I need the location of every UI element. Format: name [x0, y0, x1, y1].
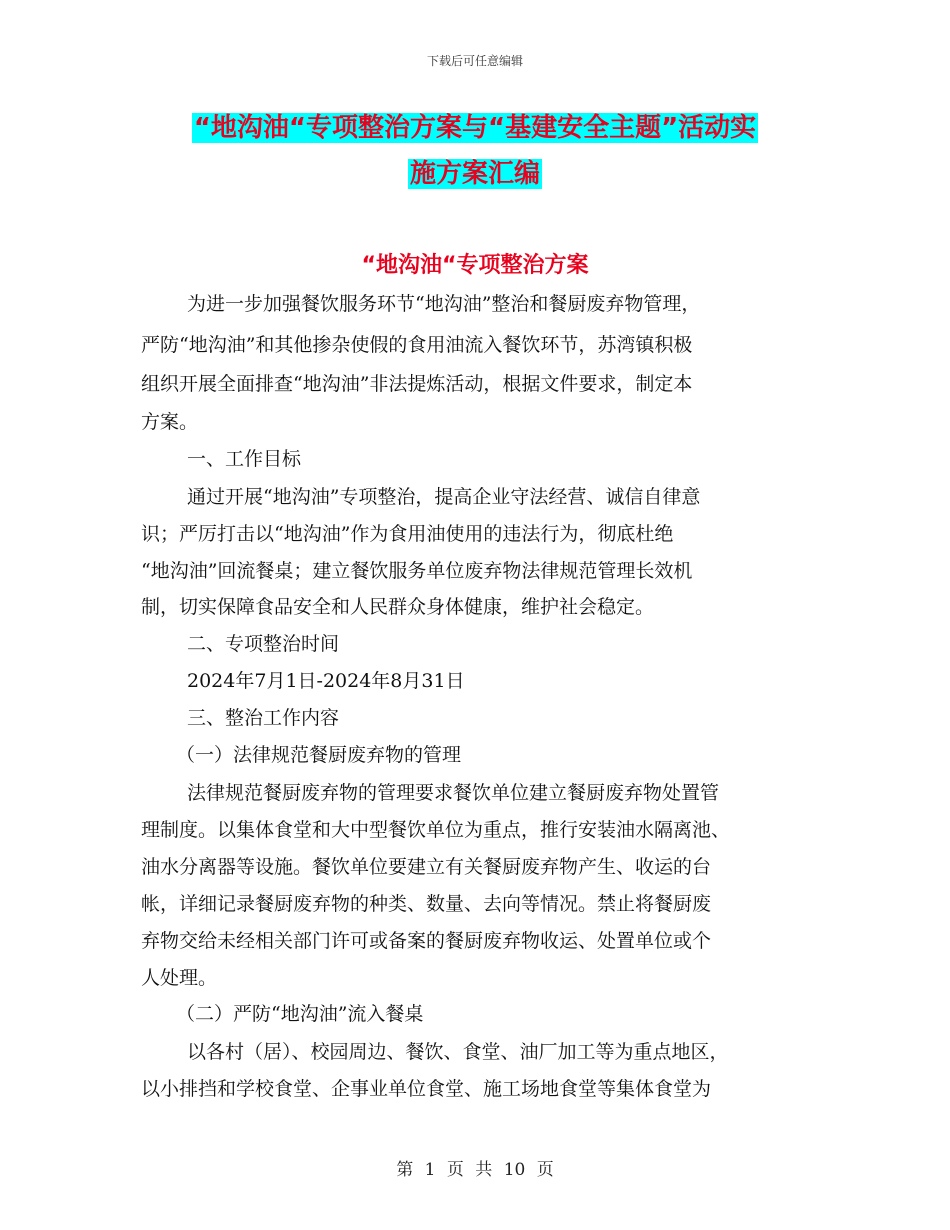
paragraph-line: 组织开展全面排查“地沟油”非法提炼活动，根据文件要求，制定本 [141, 373, 693, 395]
paragraph-line: 弃物交给未经相关部门许可或备案的餐厨废弃物收运、处置单位或个 [141, 930, 712, 952]
paragraph-line: 方案。 [141, 411, 199, 433]
paragraph-line: 理制度。以集体食堂和大中型餐饮单位为重点，推行安装油水隔离池、 [141, 819, 731, 841]
section-title: “地沟油“专项整治方案 [361, 253, 589, 278]
paragraph-line: “地沟油”回流餐桌；建立餐饮服务单位废弃物法律规范管理长效机 [141, 560, 693, 582]
heading-work-goal: 一、工作目标 [187, 448, 302, 470]
document-title-line-2: 施方案汇编 [409, 159, 540, 189]
paragraph-line: 法律规范餐厨废弃物的管理要求餐饮单位建立餐厨废弃物处置管 [187, 782, 720, 804]
paragraph-line: 人处理。 [141, 967, 218, 989]
paragraph-line: 帐，详细记录餐厨废弃物的种类、数量、去向等情况。禁止将餐厨废 [141, 893, 712, 915]
document-title-line-1: “地沟油“专项整治方案与“基建安全主题”活动实 [193, 113, 757, 143]
subheading-waste-management: （一）法律规范餐厨废弃物的管理 [176, 744, 462, 766]
paragraph-line: 严防“地沟油”和其他掺杂使假的食用油流入餐饮环节，苏湾镇积极 [141, 334, 693, 356]
heading-schedule: 二、专项整治时间 [187, 633, 340, 655]
paragraph-line: 制，切实保障食品安全和人民群众身体健康，维护社会稳定。 [141, 596, 655, 618]
paragraph-line: 以各村（居）、校园周边、餐饮、食堂、油厂加工等为重点地区， [187, 1041, 729, 1063]
subheading-prevent-gutter-oil: （二）严防“地沟油”流入餐桌 [176, 1003, 424, 1025]
schedule-dates: 2024年7月1日-2024年8月31日 [187, 670, 465, 692]
page-header: 下载后可任意编辑 [426, 54, 523, 68]
paragraph-line: 为进一步加强餐饮服务环节“地沟油”整治和餐厨废弃物管理， [187, 293, 701, 315]
paragraph-line: 油水分离器等设施。餐饮单位要建立有关餐厨废弃物产生、收运的台 [141, 856, 712, 878]
paragraph-line: 识；严厉打击以“地沟油”作为食用油使用的违法行为，彻底杜绝 [141, 523, 674, 545]
heading-content: 三、整治工作内容 [187, 707, 340, 729]
paragraph-line: 通过开展“地沟油”专项整治，提高企业守法经营、诚信自律意 [187, 486, 701, 508]
page-number: 第 1 页 共 10 页 [396, 1160, 554, 1180]
paragraph-line: 以小排挡和学校食堂、企事业单位食堂、施工场地食堂等集体食堂为 [141, 1078, 712, 1100]
